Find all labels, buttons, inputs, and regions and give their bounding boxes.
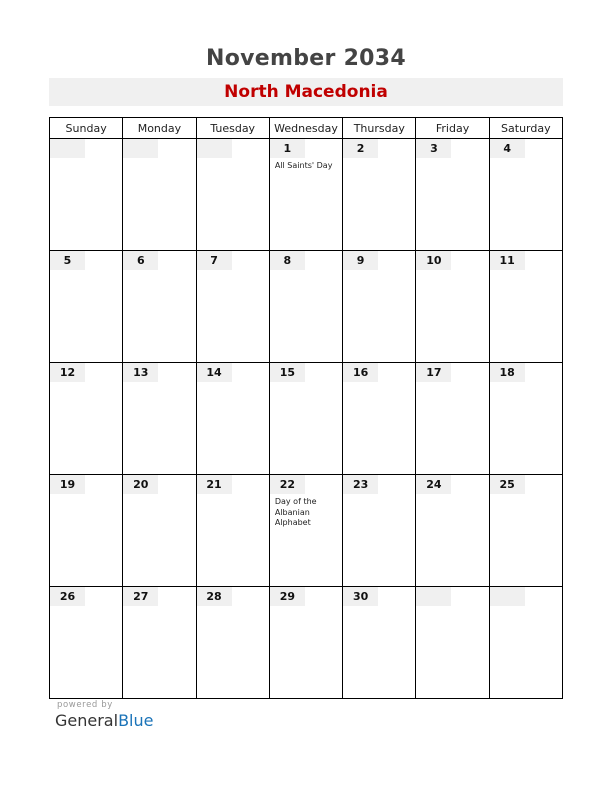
weekday-header: Tuesday (196, 118, 269, 139)
day-number: 25 (490, 475, 525, 494)
day-number: 26 (50, 587, 85, 606)
day-cell (343, 251, 416, 363)
day-cell (50, 139, 123, 251)
day-cell (50, 475, 123, 587)
calendar-grid (49, 117, 563, 699)
day-cell (489, 363, 562, 475)
holiday-label: Day of the Albanian Alphabet (274, 497, 317, 527)
holiday-label: All Saints' Day (274, 161, 333, 170)
day-cell (269, 139, 342, 251)
day-cell (416, 363, 489, 475)
day-cell (343, 475, 416, 587)
day-number: 16 (343, 363, 378, 382)
weekday-header: Sunday (50, 118, 123, 139)
day-number: 5 (50, 251, 85, 270)
day-cell (416, 475, 489, 587)
day-number: 28 (197, 587, 232, 606)
day-cell (50, 587, 123, 699)
day-number: 1 (270, 139, 305, 158)
day-cell (489, 587, 562, 699)
day-cell (269, 475, 342, 587)
weekday-header: Wednesday (269, 118, 342, 139)
day-cell (123, 251, 196, 363)
country-banner (49, 78, 563, 106)
day-number: 20 (123, 475, 158, 494)
day-number: 10 (416, 251, 451, 270)
day-cell (416, 587, 489, 699)
day-cell (416, 139, 489, 251)
week-row (50, 251, 563, 363)
week-row (50, 475, 563, 587)
day-number: 11 (490, 251, 525, 270)
brand-blue-text: Blue (118, 711, 154, 730)
day-number: 19 (50, 475, 85, 494)
day-cell (489, 475, 562, 587)
day-cell (196, 587, 269, 699)
day-cell (196, 251, 269, 363)
day-cell (123, 475, 196, 587)
day-cell (50, 363, 123, 475)
day-number: 8 (270, 251, 305, 270)
day-number (490, 587, 525, 606)
weekday-header-row (50, 118, 563, 139)
day-number: 27 (123, 587, 158, 606)
generalblue-logo[interactable] (55, 711, 153, 730)
day-cell (489, 139, 562, 251)
day-cell (123, 587, 196, 699)
day-number: 17 (416, 363, 451, 382)
footer-branding (55, 700, 153, 730)
day-number: 13 (123, 363, 158, 382)
week-row (50, 363, 563, 475)
powered-by-text: powered by (57, 700, 113, 710)
day-number: 7 (197, 251, 232, 270)
day-number: 29 (270, 587, 305, 606)
week-row (50, 587, 563, 699)
day-number: 21 (197, 475, 232, 494)
calendar-title: November 2034 (205, 46, 407, 71)
day-number: 24 (416, 475, 451, 494)
day-cell (343, 139, 416, 251)
day-cell (269, 251, 342, 363)
day-cell (269, 363, 342, 475)
day-number: 23 (343, 475, 378, 494)
day-number: 15 (270, 363, 305, 382)
day-number: 12 (50, 363, 85, 382)
day-number: 6 (123, 251, 158, 270)
day-cell (196, 475, 269, 587)
day-number: 3 (416, 139, 451, 158)
day-cell (123, 139, 196, 251)
brand-general-text: General (55, 711, 119, 730)
day-number (197, 139, 232, 158)
day-cell (196, 139, 269, 251)
day-number (416, 587, 451, 606)
day-number: 4 (490, 139, 525, 158)
day-number: 30 (343, 587, 378, 606)
country-name: North Macedonia (224, 82, 388, 102)
day-cell (50, 251, 123, 363)
day-number (123, 139, 158, 158)
day-cell (269, 587, 342, 699)
day-cell (416, 251, 489, 363)
weekday-header: Saturday (489, 118, 562, 139)
day-number: 2 (343, 139, 378, 158)
day-cell (343, 363, 416, 475)
day-number: 18 (490, 363, 525, 382)
weekday-header: Friday (416, 118, 489, 139)
day-number: 22 (270, 475, 305, 494)
week-row (50, 139, 563, 251)
day-number: 9 (343, 251, 378, 270)
day-number: 14 (197, 363, 232, 382)
day-cell (196, 363, 269, 475)
day-cell (343, 587, 416, 699)
day-cell (123, 363, 196, 475)
weekday-header: Monday (123, 118, 196, 139)
weekday-header: Thursday (343, 118, 416, 139)
day-number (50, 139, 85, 158)
day-cell (489, 251, 562, 363)
